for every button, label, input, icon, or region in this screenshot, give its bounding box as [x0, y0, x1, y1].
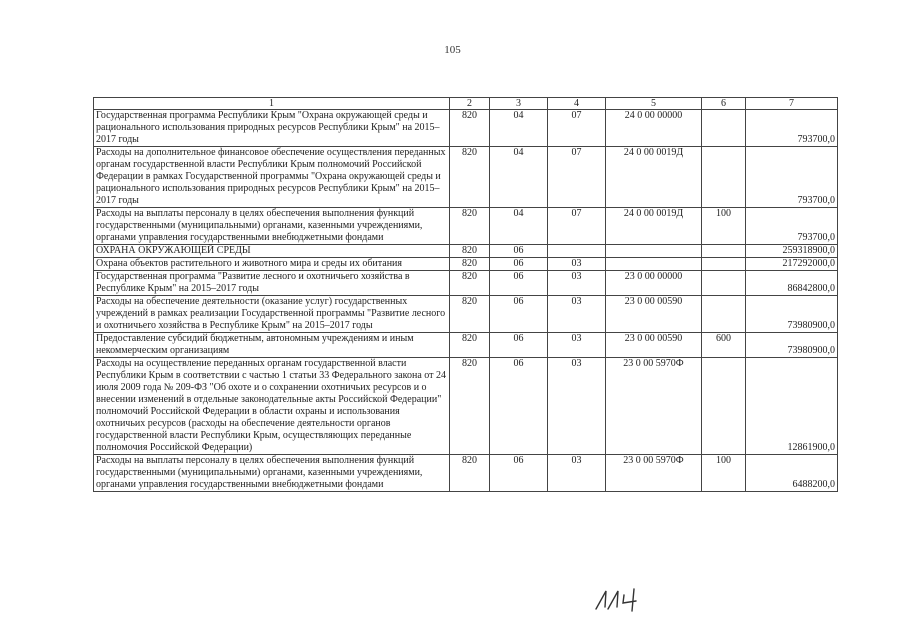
code-5-cell: 23 0 00 5970Ф — [606, 455, 702, 492]
header-cell-7: 7 — [746, 98, 838, 110]
code-6-cell — [702, 358, 746, 455]
code-6-cell — [702, 271, 746, 296]
name-cell: Расходы на обеспечение деятельности (оказание услуг) государственных учреждений в рамках реализации Государственной программы "Развитие лесного и охотничьего хозяйства в Республике Крым" на 2015–2017 годы — [94, 296, 450, 333]
code-2-cell: 820 — [450, 296, 490, 333]
amount-cell: 793700,0 — [746, 147, 838, 208]
table-row — [94, 296, 838, 333]
table-row — [94, 258, 838, 271]
code-2-cell: 820 — [450, 271, 490, 296]
code-5-cell: 23 0 00 5970Ф — [606, 358, 702, 455]
name-cell: Государственная программа "Развитие лесного и охотничьего хозяйства в Республике Крым" на 2015–2017 годы — [94, 271, 450, 296]
amount-cell: 259318900,0 — [746, 245, 838, 258]
header-cell-6: 6 — [702, 98, 746, 110]
code-5-cell — [606, 245, 702, 258]
header-cell-1: 1 — [94, 98, 450, 110]
code-4-cell: 03 — [548, 455, 606, 492]
code-2-cell: 820 — [450, 333, 490, 358]
code-3-cell: 04 — [490, 208, 548, 245]
amount-cell: 793700,0 — [746, 208, 838, 245]
code-2-cell: 820 — [450, 245, 490, 258]
name-cell: Охрана объектов растительного и животного мира и среды их обитания — [94, 258, 450, 271]
header-cell-2: 2 — [450, 98, 490, 110]
code-6-cell — [702, 245, 746, 258]
code-4-cell: 03 — [548, 296, 606, 333]
code-3-cell: 06 — [490, 296, 548, 333]
code-3-cell: 06 — [490, 245, 548, 258]
code-5-cell: 23 0 00 00590 — [606, 333, 702, 358]
code-6-cell: 100 — [702, 208, 746, 245]
amount-cell: 217292000,0 — [746, 258, 838, 271]
code-3-cell: 06 — [490, 271, 548, 296]
code-4-cell: 07 — [548, 208, 606, 245]
name-cell: ОХРАНА ОКРУЖАЮЩЕЙ СРЕДЫ — [94, 245, 450, 258]
code-6-cell: 100 — [702, 455, 746, 492]
amount-cell: 793700,0 — [746, 110, 838, 147]
code-2-cell: 820 — [450, 258, 490, 271]
header-cell-5: 5 — [606, 98, 702, 110]
header-cell-3: 3 — [490, 98, 548, 110]
code-5-cell: 24 0 00 0019Д — [606, 147, 702, 208]
table-row — [94, 110, 838, 147]
amount-cell: 73980900,0 — [746, 296, 838, 333]
name-cell: Расходы на выплаты персоналу в целях обеспечения выполнения функций государственными (муниципальными) органами, казенными учреждениями, органами управления государственными внебюджетными фондами — [94, 455, 450, 492]
table-row — [94, 147, 838, 208]
code-5-cell — [606, 258, 702, 271]
code-2-cell: 820 — [450, 208, 490, 245]
name-cell: Расходы на дополнительное финансовое обеспечение осуществления переданных органам государственной власти Республики Крым полномочий Российской Федерации в рамках Государственной программы "Охрана окружающей среды и рационального использования природных ресурсов Республики Крым" на 2015–2017 годы — [94, 147, 450, 208]
table-body — [94, 110, 838, 492]
code-5-cell: 23 0 00 00590 — [606, 296, 702, 333]
table-row — [94, 333, 838, 358]
code-5-cell: 23 0 00 00000 — [606, 271, 702, 296]
code-4-cell: 03 — [548, 271, 606, 296]
code-4-cell — [548, 245, 606, 258]
code-6-cell — [702, 258, 746, 271]
handwritten-signature — [592, 583, 652, 613]
amount-cell: 6488200,0 — [746, 455, 838, 492]
code-2-cell: 820 — [450, 110, 490, 147]
code-6-cell: 600 — [702, 333, 746, 358]
code-4-cell: 07 — [548, 110, 606, 147]
name-cell: Расходы на выплаты персоналу в целях обеспечения выполнения функций государственными (муниципальными) органами, казенными учреждениями, органами управления государственными внебюджетными фондами — [94, 208, 450, 245]
budget-table — [93, 97, 838, 492]
code-3-cell: 04 — [490, 147, 548, 208]
code-6-cell — [702, 110, 746, 147]
code-2-cell: 820 — [450, 455, 490, 492]
code-6-cell — [702, 296, 746, 333]
code-3-cell: 06 — [490, 358, 548, 455]
code-4-cell: 07 — [548, 147, 606, 208]
code-3-cell: 06 — [490, 333, 548, 358]
amount-cell: 12861900,0 — [746, 358, 838, 455]
code-2-cell: 820 — [450, 358, 490, 455]
code-6-cell — [702, 147, 746, 208]
header-cell-4: 4 — [548, 98, 606, 110]
code-4-cell: 03 — [548, 358, 606, 455]
name-cell: Расходы на осуществление переданных органам государственной власти Республики Крым в соответствии с частью 1 статьи 33 Федерального закона от 24 июля 2009 года № 209-ФЗ "Об охоте и о сохранении охотничьих ресурсов и о внесении изменений в отдельные законодательные акты Российской Федерации" полномочий Российской Федерации в области охраны и использования охотничьих ресурсов (расходы на обеспечение деятельности органов государственной власти Республики Крым, осуществляющих переданные полномочия Российской Федерации) — [94, 358, 450, 455]
code-3-cell: 06 — [490, 258, 548, 271]
table-row — [94, 271, 838, 296]
table-header-row — [94, 98, 838, 110]
table-row — [94, 455, 838, 492]
amount-cell: 73980900,0 — [746, 333, 838, 358]
table-row — [94, 358, 838, 455]
page-number: 105 — [444, 44, 461, 56]
code-4-cell: 03 — [548, 333, 606, 358]
code-3-cell: 06 — [490, 455, 548, 492]
code-2-cell: 820 — [450, 147, 490, 208]
code-4-cell: 03 — [548, 258, 606, 271]
table-row — [94, 208, 838, 245]
code-5-cell: 24 0 00 00000 — [606, 110, 702, 147]
code-5-cell: 24 0 00 0019Д — [606, 208, 702, 245]
table-row — [94, 245, 838, 258]
code-3-cell: 04 — [490, 110, 548, 147]
name-cell: Предоставление субсидий бюджетным, автономным учреждениям и иным некоммерческим организациям — [94, 333, 450, 358]
name-cell: Государственная программа Республики Крым "Охрана окружающей среды и рационального использования природных ресурсов Республики Крым" на 2015–2017 годы — [94, 110, 450, 147]
amount-cell: 86842800,0 — [746, 271, 838, 296]
